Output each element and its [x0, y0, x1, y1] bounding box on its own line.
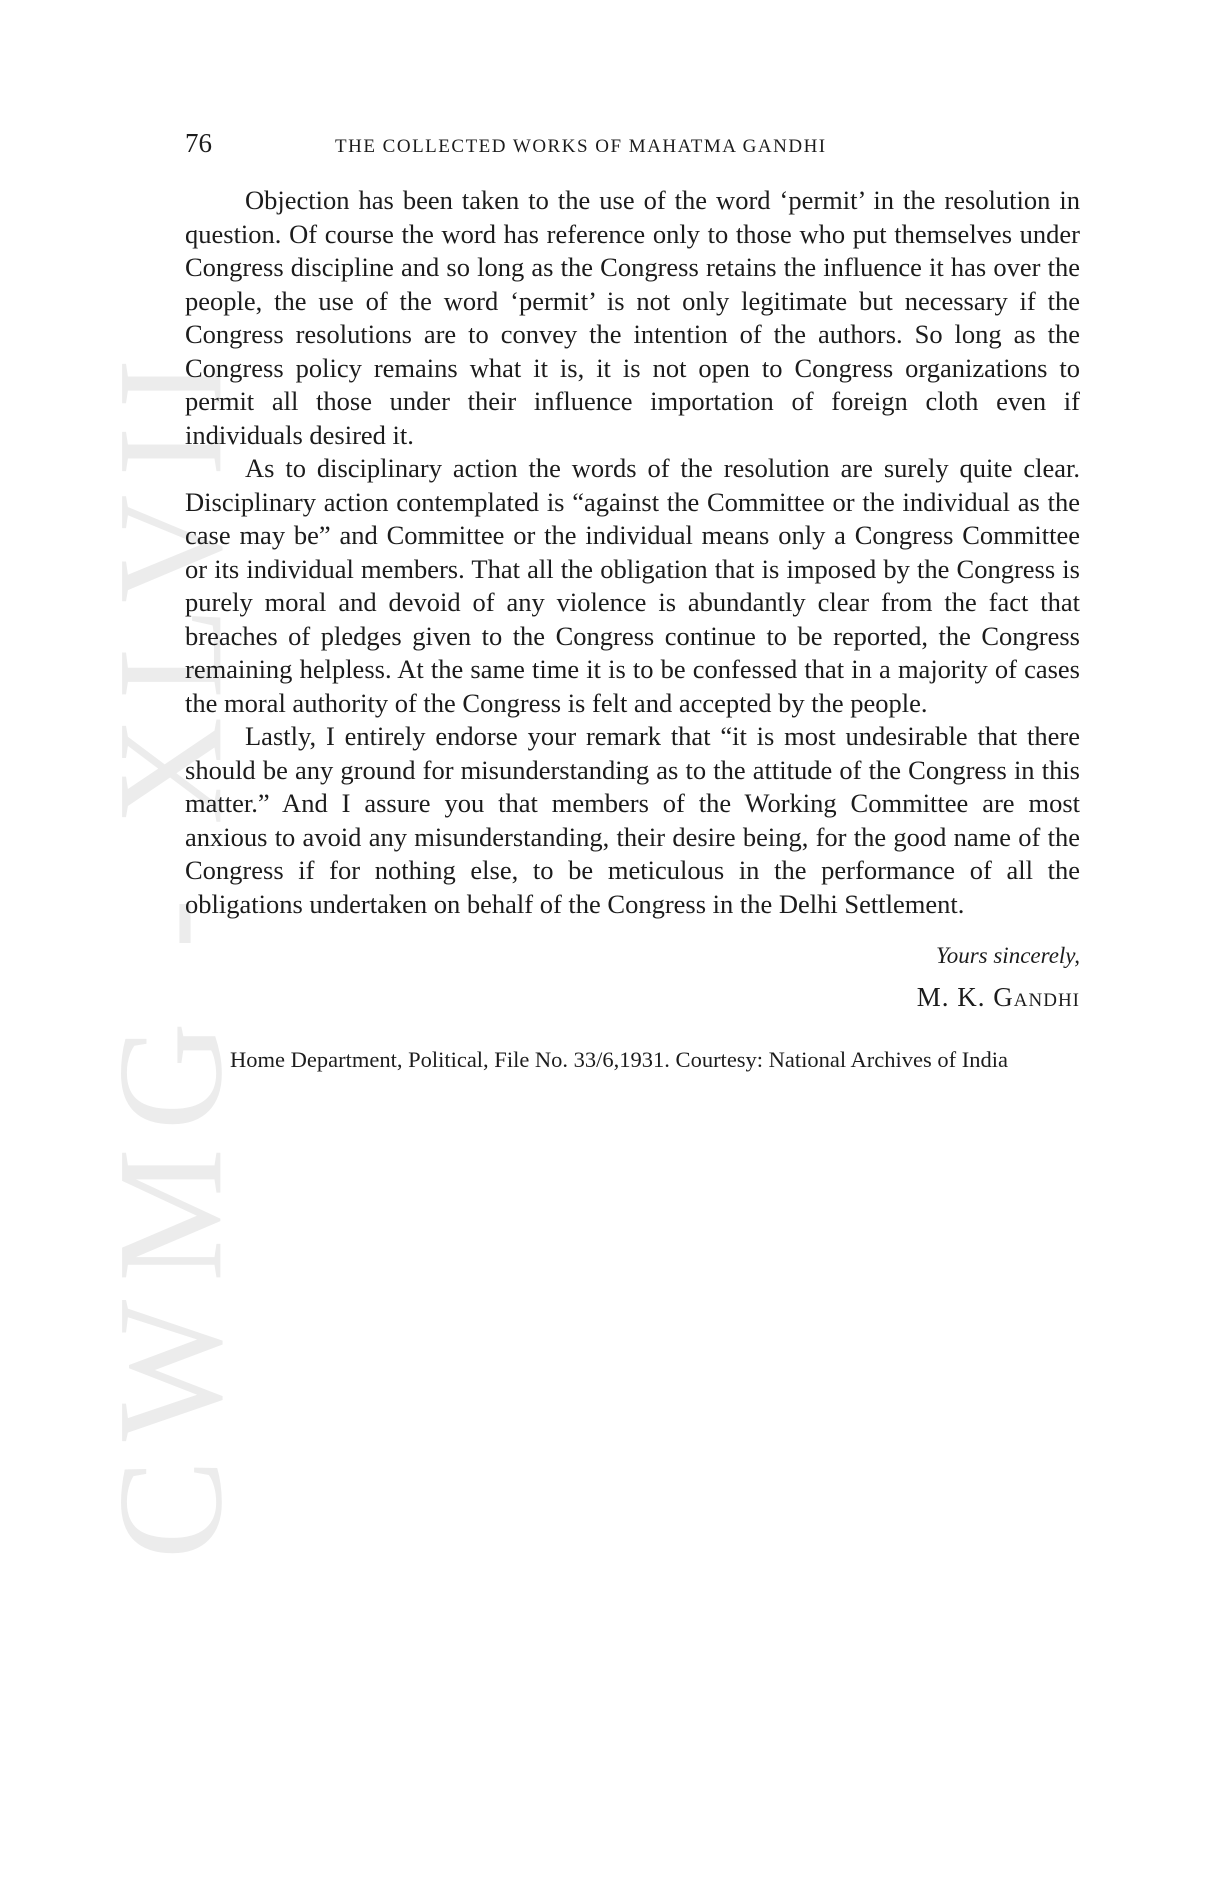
letter-body [185, 184, 1080, 921]
watermark-text: CWMG - XLVII [87, 340, 253, 1560]
running-head [185, 128, 1080, 168]
source-note: Home Department, Political, File No. 33/6,1931. Courtesy: National Archives of India [230, 1047, 1008, 1072]
signature: M. K. Gandhi [916, 982, 1080, 1012]
page [185, 128, 1080, 1077]
paragraph: Lastly, I entirely endorse your remark that “it is most undesirable that there should be any ground for misunderstanding as to the attitude of the Congress in this matter.” And I assure you that members of the Working Committee are most anxious to avoid any misunderstanding, their desire being, for the good name of the Congress if for nothing else, to be meticulous in the performance of all the obligations undertaken on behalf of the Congress in the Delhi Settlement. [185, 721, 1080, 919]
closing-salutation: Yours sincerely, [936, 943, 1080, 968]
page-number: 76 [185, 128, 212, 158]
letter-closing [185, 941, 1080, 1017]
running-title: THE COLLECTED WORKS OF MAHATMA GANDHI [335, 136, 827, 157]
paragraph: Objection has been taken to the use of the word ‘permit’ in the resolution in question. Of course the word has reference only to those who put themselves under Congress discipline and so long as the Congress retains the influence it has over the people, the use of the word ‘permit’ is not only legitimate but necessary if the Congress resolutions are to convey the intention of the authors. So long as the Congress policy remains what it is, it is not open to Congress organizations to permit all those under their influence importation of foreign cloth even if individuals desired it. [185, 185, 1080, 450]
paragraph: As to disciplinary action the words of the resolution are surely quite clear. Disciplinary action contemplated is “against the Committee or the individual as the case may be” and Committee or the individual means only a Congress Committee or its individual members. That all the obligation that is imposed by the Congress is purely moral and devoid of any violence is abundantly clear from the fact that breaches of pledges given to the Congress continue to be reported, the Congress remaining helpless. At the same time it is to be confessed that in a majority of cases the moral authority of the Congress is felt and accepted by the people. [185, 453, 1080, 718]
